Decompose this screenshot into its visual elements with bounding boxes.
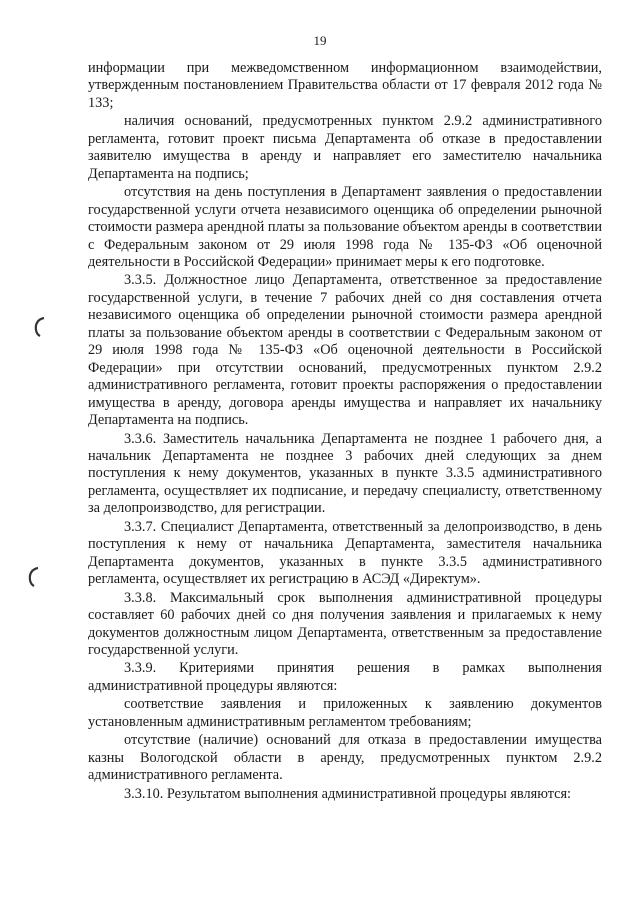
paragraph: соответствие заявления и приложенных к заявлению документов установленным административным регламентом требованиям; <box>88 696 602 730</box>
paragraph: 3.3.5. Должностное лицо Департамента, ответственное за предоставление государственной услуги, в течение 7 рабочих дней со дня составления отчета независимого оценщика об определении рыночной стоимости размера арендной платы за пользование объектом аренды в соответствии с Федеральным законом от 29 июля 1998 года № 135-ФЗ «Об оценочной деятельности в Российской Федерации» при отсутствии оснований, предусмотренных пунктом 2.9.2 административного регламента, готовит проекты распоряжения о предоставлении имущества в аренду, договора аренды имущества и направляет их начальнику Департамента на подпись. <box>88 272 602 429</box>
paragraph: 3.3.10. Результатом выполнения административной процедуры являются: <box>124 785 572 802</box>
paragraph: отсутствия на день поступления в Департамент заявления о предоставлении государственной услуги отчета независимого оценщика об определении рыночной стоимости размера арендной платы за пользование объектом аренды в соответствии с Федеральным законом от 29 июля 1998 года № 135-ФЗ «Об оценочной деятельности в Российской Федерации» принимает меры к его подготовке. <box>88 184 602 270</box>
paragraph: 3.3.9. Критериями принятия решения в рамках выполнения административной процедуры являются: <box>88 660 602 694</box>
paragraph: 3.3.8. Максимальный срок выполнения административной процедуры составляет 60 рабочих дней со дня получения заявления и прилагаемых к нему документов должностным лицом Департамента, ответственным за предоставление государственной услуги. <box>88 589 602 658</box>
paragraph: 3.3.6. Заместитель начальника Департамента не позднее 1 рабочего дня, а начальник Департамента не позднее 3 рабочих дней следующих за днем поступления к нему документов, указанных в пункте 3.3.5 административного регламента, осуществляет их подписание, и передачу специалисту, ответственному за делопроизводство, для регистрации. <box>88 430 602 517</box>
page-number: 19 <box>313 33 327 48</box>
paragraph: 3.3.7. Специалист Департамента, ответственный за делопроизводство, в день поступления к нему от начальника Департамента, заместителя начальника Департамента документов, указанных в пункте 3.3.5 административного регламента, осуществляет их регистрацию в АСЭД «Директум». <box>88 518 602 588</box>
binding-hole-mark <box>32 316 46 338</box>
document-body <box>88 60 602 804</box>
paragraph: отсутствие (наличие) оснований для отказа в предоставлении имущества казны Вологодской области в аренду, предусмотренных пунктом 2.9.2 административного регламента. <box>88 732 602 784</box>
binding-hole-mark <box>26 566 40 588</box>
paragraph: информации при межведомственном информационном взаимодействии, утвержденным постановлением Правительства области от 17 февраля 2012 года № 133; <box>88 60 602 111</box>
paragraph: наличия оснований, предусмотренных пунктом 2.9.2 административного регламента, готовит проект письма Департамента об отказе в предоставлении заявителю имущества в аренду и направляет его заместителю начальника Департамента на подпись; <box>88 113 602 182</box>
